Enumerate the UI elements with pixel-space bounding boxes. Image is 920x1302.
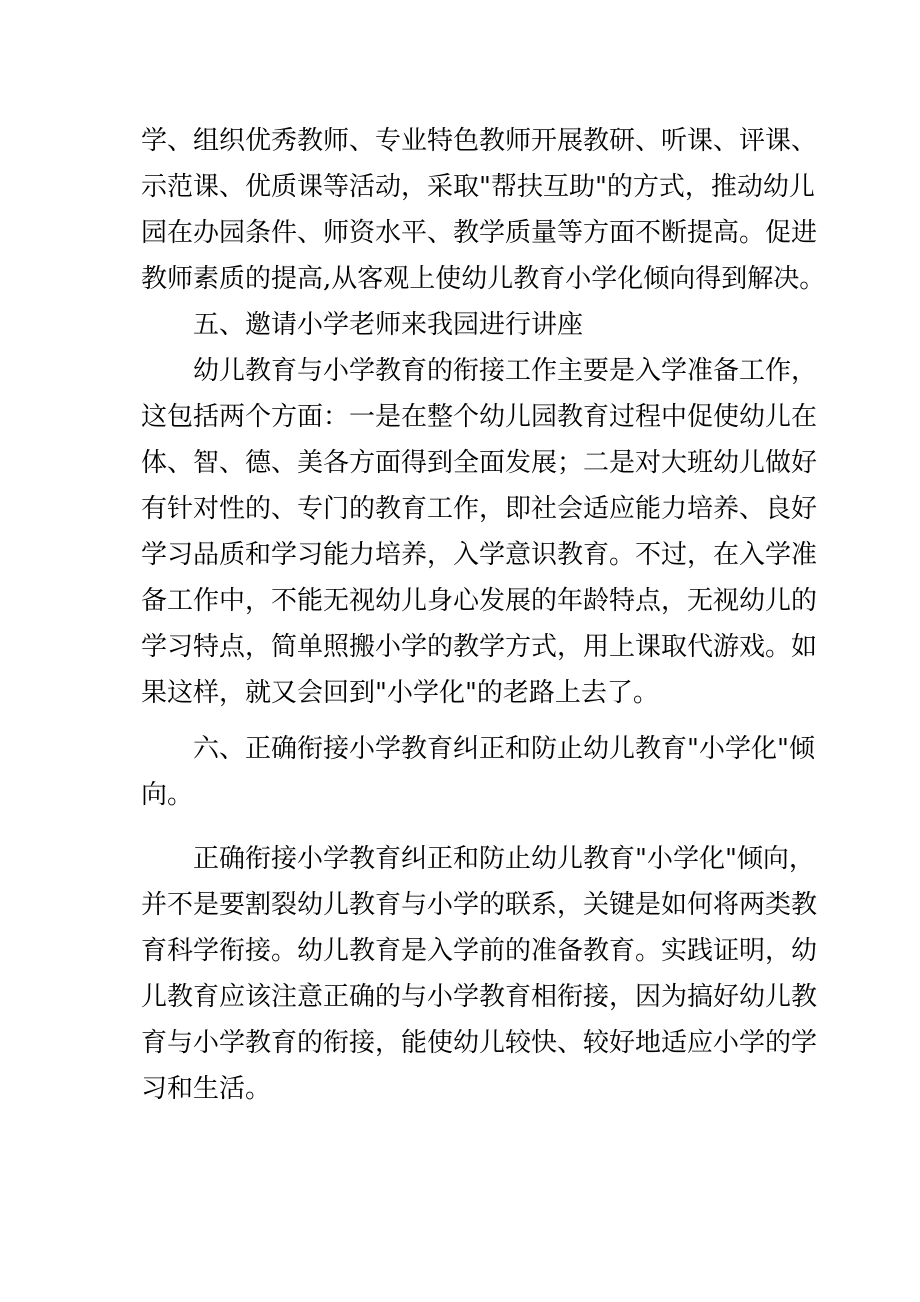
document-body [141,118,826,1112]
text-line: 备工作中，不能无视幼儿身心发展的年龄特点，无视幼儿的 [141,586,818,616]
text-line: 幼儿教育与小学教育的衔接工作主要是入学准备工作， [193,356,818,386]
heading-line: 六、正确衔接小学教育纠正和防止幼儿教育"小学化"倾 [193,734,815,764]
text-line: 这包括两个方面：一是在整个幼儿园教育过程中促使幼儿在 [141,402,818,432]
text-line: 示范课、优质课等活动，采取"帮扶互助"的方式，推动幼儿 [141,172,815,202]
text-line: 教师素质的提高,从客观上使幼儿教育小学化倾向得到解决。 [141,264,826,294]
text-line: 儿教育应该注意正确的与小学教育相衔接，因为搞好幼儿教 [141,982,818,1012]
paragraph-continued [141,118,826,302]
text-line: 园在办园条件、师资水平、教学质量等方面不断提高。促进 [141,218,818,248]
paragraph-6 [141,836,818,1112]
section-heading-5: 五、邀请小学老师来我园进行讲座 [193,310,584,340]
text-line: 学习品质和学习能力培养，入学意识教育。不过，在入学准 [141,540,818,570]
text-line: 习和生活。 [141,1074,272,1104]
text-line: 育科学衔接。幼儿教育是入学前的准备教育。实践证明，幼 [141,936,818,966]
text-line: 正确衔接小学教育纠正和防止幼儿教育"小学化"倾向， [193,844,815,874]
text-line: 学习特点，简单照搬小学的教学方式，用上课取代游戏。如 [141,632,818,662]
heading-line: 向。 [141,780,194,810]
text-line: 体、智、德、美各方面得到全面发展；二是对大班幼儿做好 [141,448,818,478]
text-line: 学、组织优秀教师、专业特色教师开展教研、听课、评课、 [141,126,818,156]
text-line: 育与小学教育的衔接，能使幼儿较快、较好地适应小学的学 [141,1028,818,1058]
text-line: 果这样，就又会回到"小学化"的老路上去了。 [141,678,659,708]
text-line: 并不是要割裂幼儿教育与小学的联系，关键是如何将两类教 [141,890,818,920]
section-heading-6 [141,726,815,818]
paragraph-5 [141,348,818,716]
text-line: 有针对性的、专门的教育工作，即社会适应能力培养、良好 [141,494,818,524]
